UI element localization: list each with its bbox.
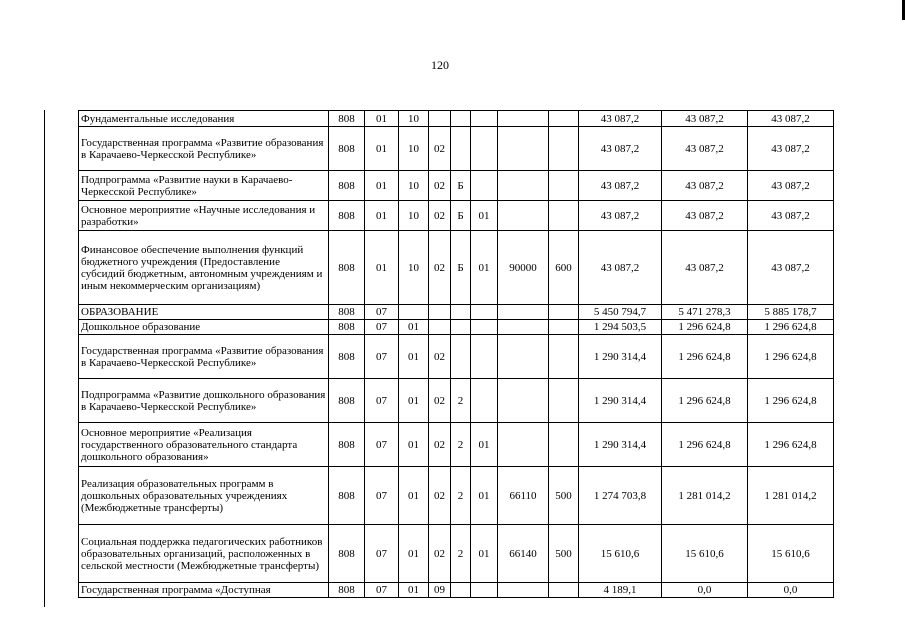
subsection-code: 01 (399, 320, 429, 335)
direction-code (498, 171, 549, 201)
section-code: 01 (365, 171, 399, 201)
section-code: 07 (365, 305, 399, 320)
amount-year-3: 1 296 624,8 (748, 423, 834, 467)
subsection-code: 10 (399, 201, 429, 231)
section-code: 07 (365, 320, 399, 335)
amount-year-2: 5 471 278,3 (662, 305, 748, 320)
expense-type-code (549, 171, 579, 201)
direction-code (498, 335, 549, 379)
row-name: Дошкольное образование (79, 320, 329, 335)
amount-year-3: 1 296 624,8 (748, 335, 834, 379)
amount-year-3: 1 281 014,2 (748, 467, 834, 525)
left-margin-rule (44, 110, 45, 607)
section-code: 07 (365, 423, 399, 467)
subsection-code: 10 (399, 231, 429, 305)
ved-code: 808 (329, 467, 365, 525)
amount-year-2: 15 610,6 (662, 525, 748, 583)
measure-code (471, 583, 498, 598)
subprogram-code: 2 (451, 467, 471, 525)
amount-year-1: 1 294 503,5 (579, 320, 662, 335)
subprogram-code (451, 127, 471, 171)
subsection-code: 01 (399, 335, 429, 379)
amount-year-3: 43 087,2 (748, 201, 834, 231)
amount-year-1: 1 274 703,8 (579, 467, 662, 525)
subsection-code: 01 (399, 467, 429, 525)
table-row (79, 583, 834, 598)
ved-code: 808 (329, 583, 365, 598)
expense-type-code (549, 305, 579, 320)
direction-code (498, 583, 549, 598)
measure-code: 01 (471, 423, 498, 467)
direction-code: 66140 (498, 525, 549, 583)
table-row (79, 305, 834, 320)
program-code: 02 (429, 423, 451, 467)
amount-year-1: 5 450 794,7 (579, 305, 662, 320)
subsection-code: 01 (399, 525, 429, 583)
expense-type-code (549, 127, 579, 171)
amount-year-1: 4 189,1 (579, 583, 662, 598)
expense-type-code (549, 111, 579, 127)
amount-year-3: 15 610,6 (748, 525, 834, 583)
amount-year-1: 1 290 314,4 (579, 335, 662, 379)
section-code: 07 (365, 467, 399, 525)
subsection-code: 01 (399, 423, 429, 467)
subprogram-code (451, 111, 471, 127)
ved-code: 808 (329, 423, 365, 467)
table-row (79, 379, 834, 423)
expense-type-code (549, 201, 579, 231)
amount-year-3: 1 296 624,8 (748, 320, 834, 335)
amount-year-2: 43 087,2 (662, 127, 748, 171)
subprogram-code (451, 305, 471, 320)
ved-code: 808 (329, 525, 365, 583)
amount-year-3: 43 087,2 (748, 231, 834, 305)
amount-year-3: 1 296 624,8 (748, 379, 834, 423)
ved-code: 808 (329, 320, 365, 335)
direction-code (498, 305, 549, 320)
row-name: Реализация образовательных программ в дошкольных образовательных учреждениях (Межбюджетные трансферты) (79, 467, 329, 525)
measure-code (471, 320, 498, 335)
measure-code (471, 111, 498, 127)
table-row (79, 127, 834, 171)
measure-code (471, 305, 498, 320)
amount-year-2: 43 087,2 (662, 201, 748, 231)
section-code: 07 (365, 379, 399, 423)
table-row (79, 467, 834, 525)
section-code: 01 (365, 201, 399, 231)
row-name: Финансовое обеспечение выполнения функций бюджетного учреждения (Предоставление субсидий бюджетным, автономным учреждениям и иным некоммерческим организациям) (79, 231, 329, 305)
direction-code: 90000 (498, 231, 549, 305)
table-row (79, 320, 834, 335)
program-code (429, 320, 451, 335)
measure-code (471, 127, 498, 171)
program-code (429, 111, 451, 127)
direction-code (498, 111, 549, 127)
expense-type-code: 600 (549, 231, 579, 305)
subprogram-code: Б (451, 171, 471, 201)
row-name: Государственная программа «Доступная (79, 583, 329, 598)
subsection-code: 01 (399, 583, 429, 598)
program-code: 02 (429, 127, 451, 171)
table-row (79, 231, 834, 305)
row-name: Государственная программа «Развитие образования в Карачаево-Черкесской Республике» (79, 335, 329, 379)
budget-table (78, 110, 834, 598)
amount-year-1: 43 087,2 (579, 111, 662, 127)
direction-code (498, 423, 549, 467)
ved-code: 808 (329, 171, 365, 201)
expense-type-code: 500 (549, 525, 579, 583)
row-name: Государственная программа «Развитие образования в Карачаево-Черкесской Республике» (79, 127, 329, 171)
ved-code: 808 (329, 111, 365, 127)
table-row (79, 171, 834, 201)
direction-code (498, 201, 549, 231)
subsection-code: 01 (399, 379, 429, 423)
row-name: Подпрограмма «Развитие науки в Карачаево-Черкесской Республике» (79, 171, 329, 201)
program-code (429, 305, 451, 320)
amount-year-1: 43 087,2 (579, 201, 662, 231)
amount-year-1: 43 087,2 (579, 231, 662, 305)
amount-year-2: 43 087,2 (662, 171, 748, 201)
amount-year-3: 43 087,2 (748, 111, 834, 127)
program-code: 02 (429, 379, 451, 423)
amount-year-3: 43 087,2 (748, 171, 834, 201)
subprogram-code (451, 335, 471, 379)
subprogram-code: 2 (451, 525, 471, 583)
subsection-code: 10 (399, 111, 429, 127)
amount-year-1: 43 087,2 (579, 171, 662, 201)
subprogram-code (451, 320, 471, 335)
section-code: 07 (365, 583, 399, 598)
amount-year-2: 1 296 624,8 (662, 335, 748, 379)
program-code: 02 (429, 171, 451, 201)
row-name: Фундаментальные исследования (79, 111, 329, 127)
amount-year-1: 43 087,2 (579, 127, 662, 171)
table-row (79, 423, 834, 467)
measure-code: 01 (471, 525, 498, 583)
table-row (79, 111, 834, 127)
program-code: 02 (429, 335, 451, 379)
program-code: 02 (429, 525, 451, 583)
amount-year-1: 15 610,6 (579, 525, 662, 583)
amount-year-2: 43 087,2 (662, 231, 748, 305)
measure-code (471, 379, 498, 423)
amount-year-2: 0,0 (662, 583, 748, 598)
measure-code: 01 (471, 467, 498, 525)
measure-code: 01 (471, 201, 498, 231)
expense-type-code: 500 (549, 467, 579, 525)
subprogram-code: 2 (451, 423, 471, 467)
row-name: ОБРАЗОВАНИЕ (79, 305, 329, 320)
expense-type-code (549, 583, 579, 598)
subsection-code: 10 (399, 127, 429, 171)
direction-code (498, 127, 549, 171)
direction-code (498, 320, 549, 335)
program-code: 02 (429, 467, 451, 525)
program-code: 09 (429, 583, 451, 598)
section-code: 01 (365, 127, 399, 171)
expense-type-code (549, 423, 579, 467)
page-number: 120 (431, 58, 449, 72)
direction-code (498, 379, 549, 423)
amount-year-3: 0,0 (748, 583, 834, 598)
amount-year-3: 5 885 178,7 (748, 305, 834, 320)
ved-code: 808 (329, 379, 365, 423)
measure-code (471, 171, 498, 201)
expense-type-code (549, 379, 579, 423)
section-code: 01 (365, 111, 399, 127)
measure-code (471, 335, 498, 379)
amount-year-2: 1 296 624,8 (662, 423, 748, 467)
ved-code: 808 (329, 127, 365, 171)
subprogram-code: Б (451, 201, 471, 231)
ved-code: 808 (329, 305, 365, 320)
ved-code: 808 (329, 335, 365, 379)
expense-type-code (549, 335, 579, 379)
amount-year-3: 43 087,2 (748, 127, 834, 171)
amount-year-2: 1 281 014,2 (662, 467, 748, 525)
direction-code: 66110 (498, 467, 549, 525)
section-code: 07 (365, 525, 399, 583)
subsection-code (399, 305, 429, 320)
amount-year-2: 43 087,2 (662, 111, 748, 127)
amount-year-1: 1 290 314,4 (579, 379, 662, 423)
expense-type-code (549, 320, 579, 335)
amount-year-1: 1 290 314,4 (579, 423, 662, 467)
section-code: 01 (365, 231, 399, 305)
program-code: 02 (429, 201, 451, 231)
row-name: Социальная поддержка педагогических работников образовательных организаций, расположенных в сельской местности (Межбюджетные трансферты) (79, 525, 329, 583)
table-row (79, 525, 834, 583)
subprogram-code: 2 (451, 379, 471, 423)
subprogram-code: Б (451, 231, 471, 305)
table-row (79, 335, 834, 379)
program-code: 02 (429, 231, 451, 305)
amount-year-2: 1 296 624,8 (662, 320, 748, 335)
row-name: Основное мероприятие «Реализация государственного образовательного стандарта дошкольного образования» (79, 423, 329, 467)
table-row (79, 201, 834, 231)
ved-code: 808 (329, 201, 365, 231)
ved-code: 808 (329, 231, 365, 305)
row-name: Основное мероприятие «Научные исследования и разработки» (79, 201, 329, 231)
row-name: Подпрограмма «Развитие дошкольного образования в Карачаево-Черкесской Республике» (79, 379, 329, 423)
subsection-code: 10 (399, 171, 429, 201)
subprogram-code (451, 583, 471, 598)
amount-year-2: 1 296 624,8 (662, 379, 748, 423)
section-code: 07 (365, 335, 399, 379)
measure-code: 01 (471, 231, 498, 305)
